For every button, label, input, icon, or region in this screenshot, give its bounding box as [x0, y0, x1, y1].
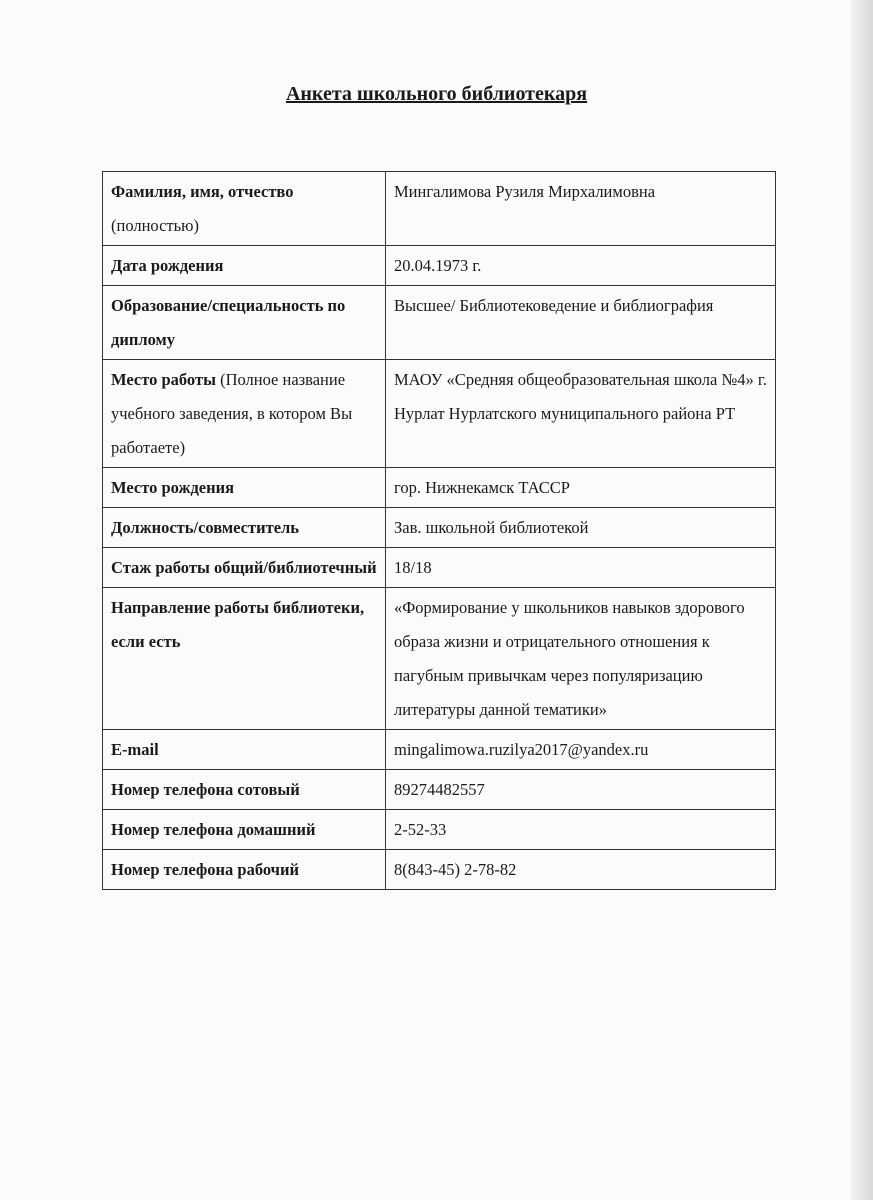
- field-value: Мингалимова Рузиля Мирхалимовна: [386, 172, 776, 246]
- field-label: [103, 508, 386, 548]
- field-label-note: (полностью): [111, 216, 199, 235]
- field-label: [103, 588, 386, 730]
- questionnaire-table: [102, 171, 776, 890]
- field-label: [103, 360, 386, 468]
- field-value: МАОУ «Средняя общеобразовательная школа №4» г. Нурлат Нурлатского муниципального района РТ: [386, 360, 776, 468]
- field-value: 2-52-33: [386, 810, 776, 850]
- field-label-bold: Номер телефона рабочий: [111, 860, 299, 879]
- field-value: Зав. школьной библиотекой: [386, 508, 776, 548]
- field-label-bold: Направление работы библиотеки, если есть: [111, 598, 365, 651]
- field-value: 18/18: [386, 548, 776, 588]
- field-label: [103, 286, 386, 360]
- field-label: [103, 468, 386, 508]
- field-label-note: (Полное название учебного заведения, в котором Вы работаете): [111, 370, 353, 457]
- field-label-bold: Образование/специальность по диплому: [111, 296, 346, 349]
- scan-edge-shadow: [851, 0, 873, 1200]
- field-value: 8(843-45) 2-78-82: [386, 850, 776, 890]
- table-row: [103, 286, 776, 360]
- field-label-bold: Должность/совместитель: [111, 518, 300, 537]
- field-value: Высшее/ Библиотековедение и библиография: [386, 286, 776, 360]
- field-label-bold: Фамилия, имя, отчество: [111, 182, 294, 201]
- field-label: [103, 548, 386, 588]
- table-row: [103, 508, 776, 548]
- page-title: Анкета школьного библиотекаря: [285, 83, 588, 105]
- table-row: [103, 246, 776, 286]
- table-row: [103, 172, 776, 246]
- field-label-bold: Дата рождения: [111, 256, 224, 275]
- table-row: [103, 810, 776, 850]
- field-label: [103, 770, 386, 810]
- field-value: mingalimowa.ruzilya2017@yandex.ru: [386, 730, 776, 770]
- table-row: [103, 548, 776, 588]
- table-row: [103, 730, 776, 770]
- table-row: [103, 850, 776, 890]
- table-row: [103, 360, 776, 468]
- field-label-bold: Место работы: [111, 370, 216, 389]
- table-row: [103, 468, 776, 508]
- field-label-bold: E-mail: [111, 740, 159, 759]
- field-label: [103, 850, 386, 890]
- field-value: «Формирование у школьников навыков здорового образа жизни и отрицательного отношения к пагубным привычкам через популяризацию литературы данной тематики»: [386, 588, 776, 730]
- field-value: 20.04.1973 г.: [386, 246, 776, 286]
- field-label: [103, 730, 386, 770]
- field-label-bold: Место рождения: [111, 478, 235, 497]
- field-label: [103, 810, 386, 850]
- field-label-bold: Стаж работы общий/библиотечный: [111, 558, 377, 577]
- field-label: [103, 246, 386, 286]
- field-label-bold: Номер телефона сотовый: [111, 780, 300, 799]
- table-row: [103, 770, 776, 810]
- field-label: [103, 172, 386, 246]
- table-row: [103, 588, 776, 730]
- field-value: гор. Нижнекамск ТАССР: [386, 468, 776, 508]
- field-label-bold: Номер телефона домашний: [111, 820, 316, 839]
- field-value: 89274482557: [386, 770, 776, 810]
